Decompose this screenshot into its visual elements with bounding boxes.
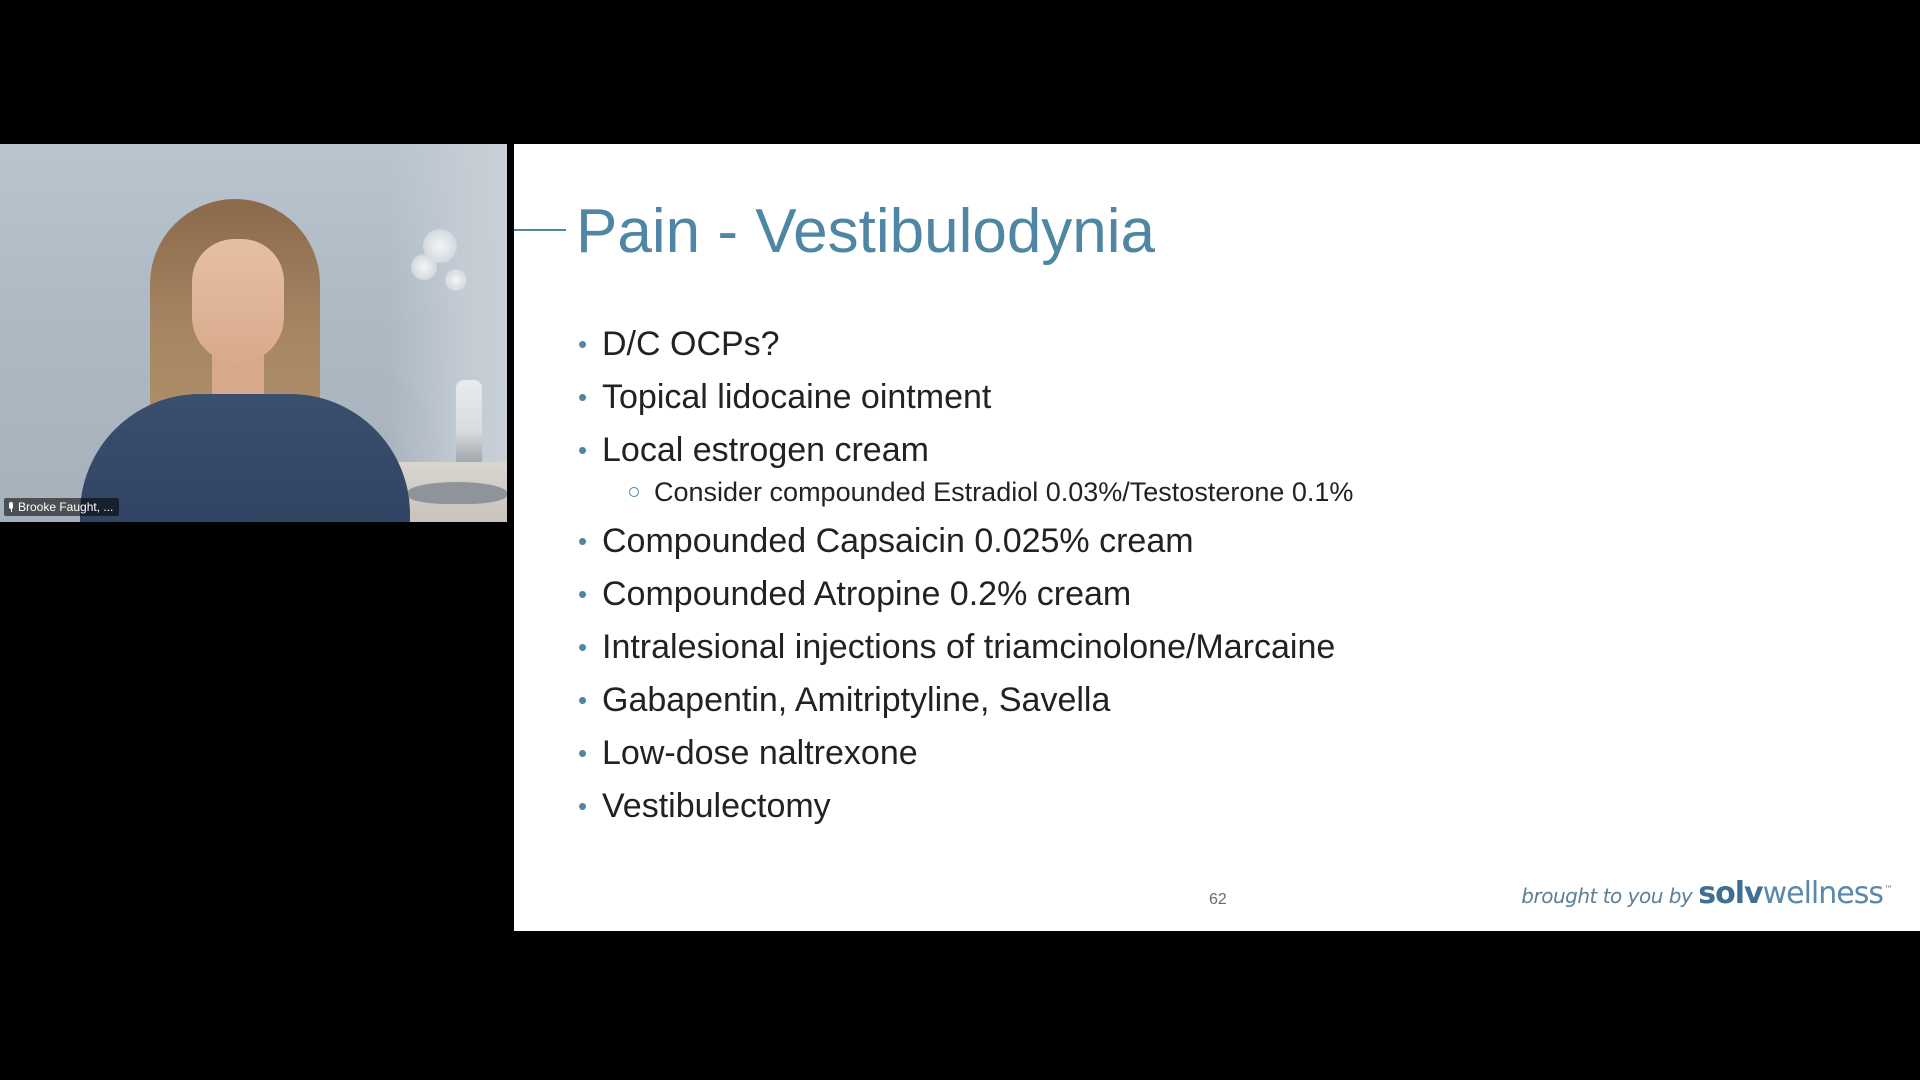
bullet-text: D/C OCPs?	[602, 325, 780, 363]
bullet-dot-icon: •	[578, 435, 588, 465]
participant-name-label	[4, 498, 119, 516]
participant-name: Brooke Faught, ...	[18, 500, 114, 514]
slide-bullet	[574, 786, 1353, 826]
participant-shirt	[80, 394, 410, 522]
bullet-dot-icon: •	[578, 526, 588, 556]
bullet-text: Compounded Atropine 0.2% cream	[602, 575, 1132, 613]
brand-wellness-text: wellness	[1762, 876, 1883, 911]
slide-bullet	[574, 680, 1353, 720]
slide-bullet-list	[574, 324, 1353, 839]
brand-wellness	[1763, 876, 1892, 911]
bullet-text: Vestibulectomy	[602, 787, 831, 825]
microphone-icon	[8, 502, 14, 512]
slide-bullet	[574, 521, 1353, 561]
slide-bullet	[574, 430, 1353, 470]
bullet-dot-icon: •	[578, 329, 588, 359]
participant-face	[192, 239, 284, 363]
bullet-dot-icon: •	[578, 738, 588, 768]
video-vase	[456, 380, 482, 464]
bullet-dot-icon: •	[578, 632, 588, 662]
slide-bullet	[574, 324, 1353, 364]
video-sink	[407, 482, 507, 504]
subbullet-text: Consider compounded Estradiol 0.03%/Testosterone 0.1%	[654, 477, 1354, 507]
slide-subbullet	[574, 477, 1353, 507]
slide-bullet	[574, 627, 1353, 667]
bullet-text: Gabapentin, Amitriptyline, Savella	[602, 681, 1111, 719]
brand-logo	[1521, 876, 1892, 911]
bullet-dot-icon: •	[578, 579, 588, 609]
slide-bullet	[574, 574, 1353, 614]
participant-video-tile[interactable]	[0, 144, 507, 522]
brand-trademark: ™	[1884, 885, 1892, 895]
bullet-dot-icon: •	[578, 791, 588, 821]
video-flower	[411, 254, 437, 280]
bullet-text: Compounded Capsaicin 0.025% cream	[602, 522, 1194, 560]
shared-slide	[514, 144, 1920, 931]
bullet-text: Intralesional injections of triamcinolone/Marcaine	[602, 628, 1336, 666]
slide-page-number: 62	[1209, 891, 1227, 908]
bullet-dot-icon: •	[578, 685, 588, 715]
bullet-text: Low-dose naltrexone	[602, 734, 918, 772]
bullet-text: Topical lidocaine ointment	[602, 378, 992, 416]
brand-tagline: brought to you by	[1521, 884, 1693, 908]
bullet-dot-icon: •	[578, 382, 588, 412]
slide-bullet	[574, 733, 1353, 773]
video-flower	[445, 269, 467, 291]
title-accent-rule	[514, 229, 566, 231]
bullet-text: Local estrogen cream	[602, 431, 929, 469]
slide-bullet	[574, 377, 1353, 417]
slide-title: Pain - Vestibulodynia	[576, 197, 1156, 266]
brand-solv: solv	[1698, 876, 1763, 911]
participant-person	[80, 199, 410, 522]
subbullet-circle-icon	[629, 487, 639, 497]
